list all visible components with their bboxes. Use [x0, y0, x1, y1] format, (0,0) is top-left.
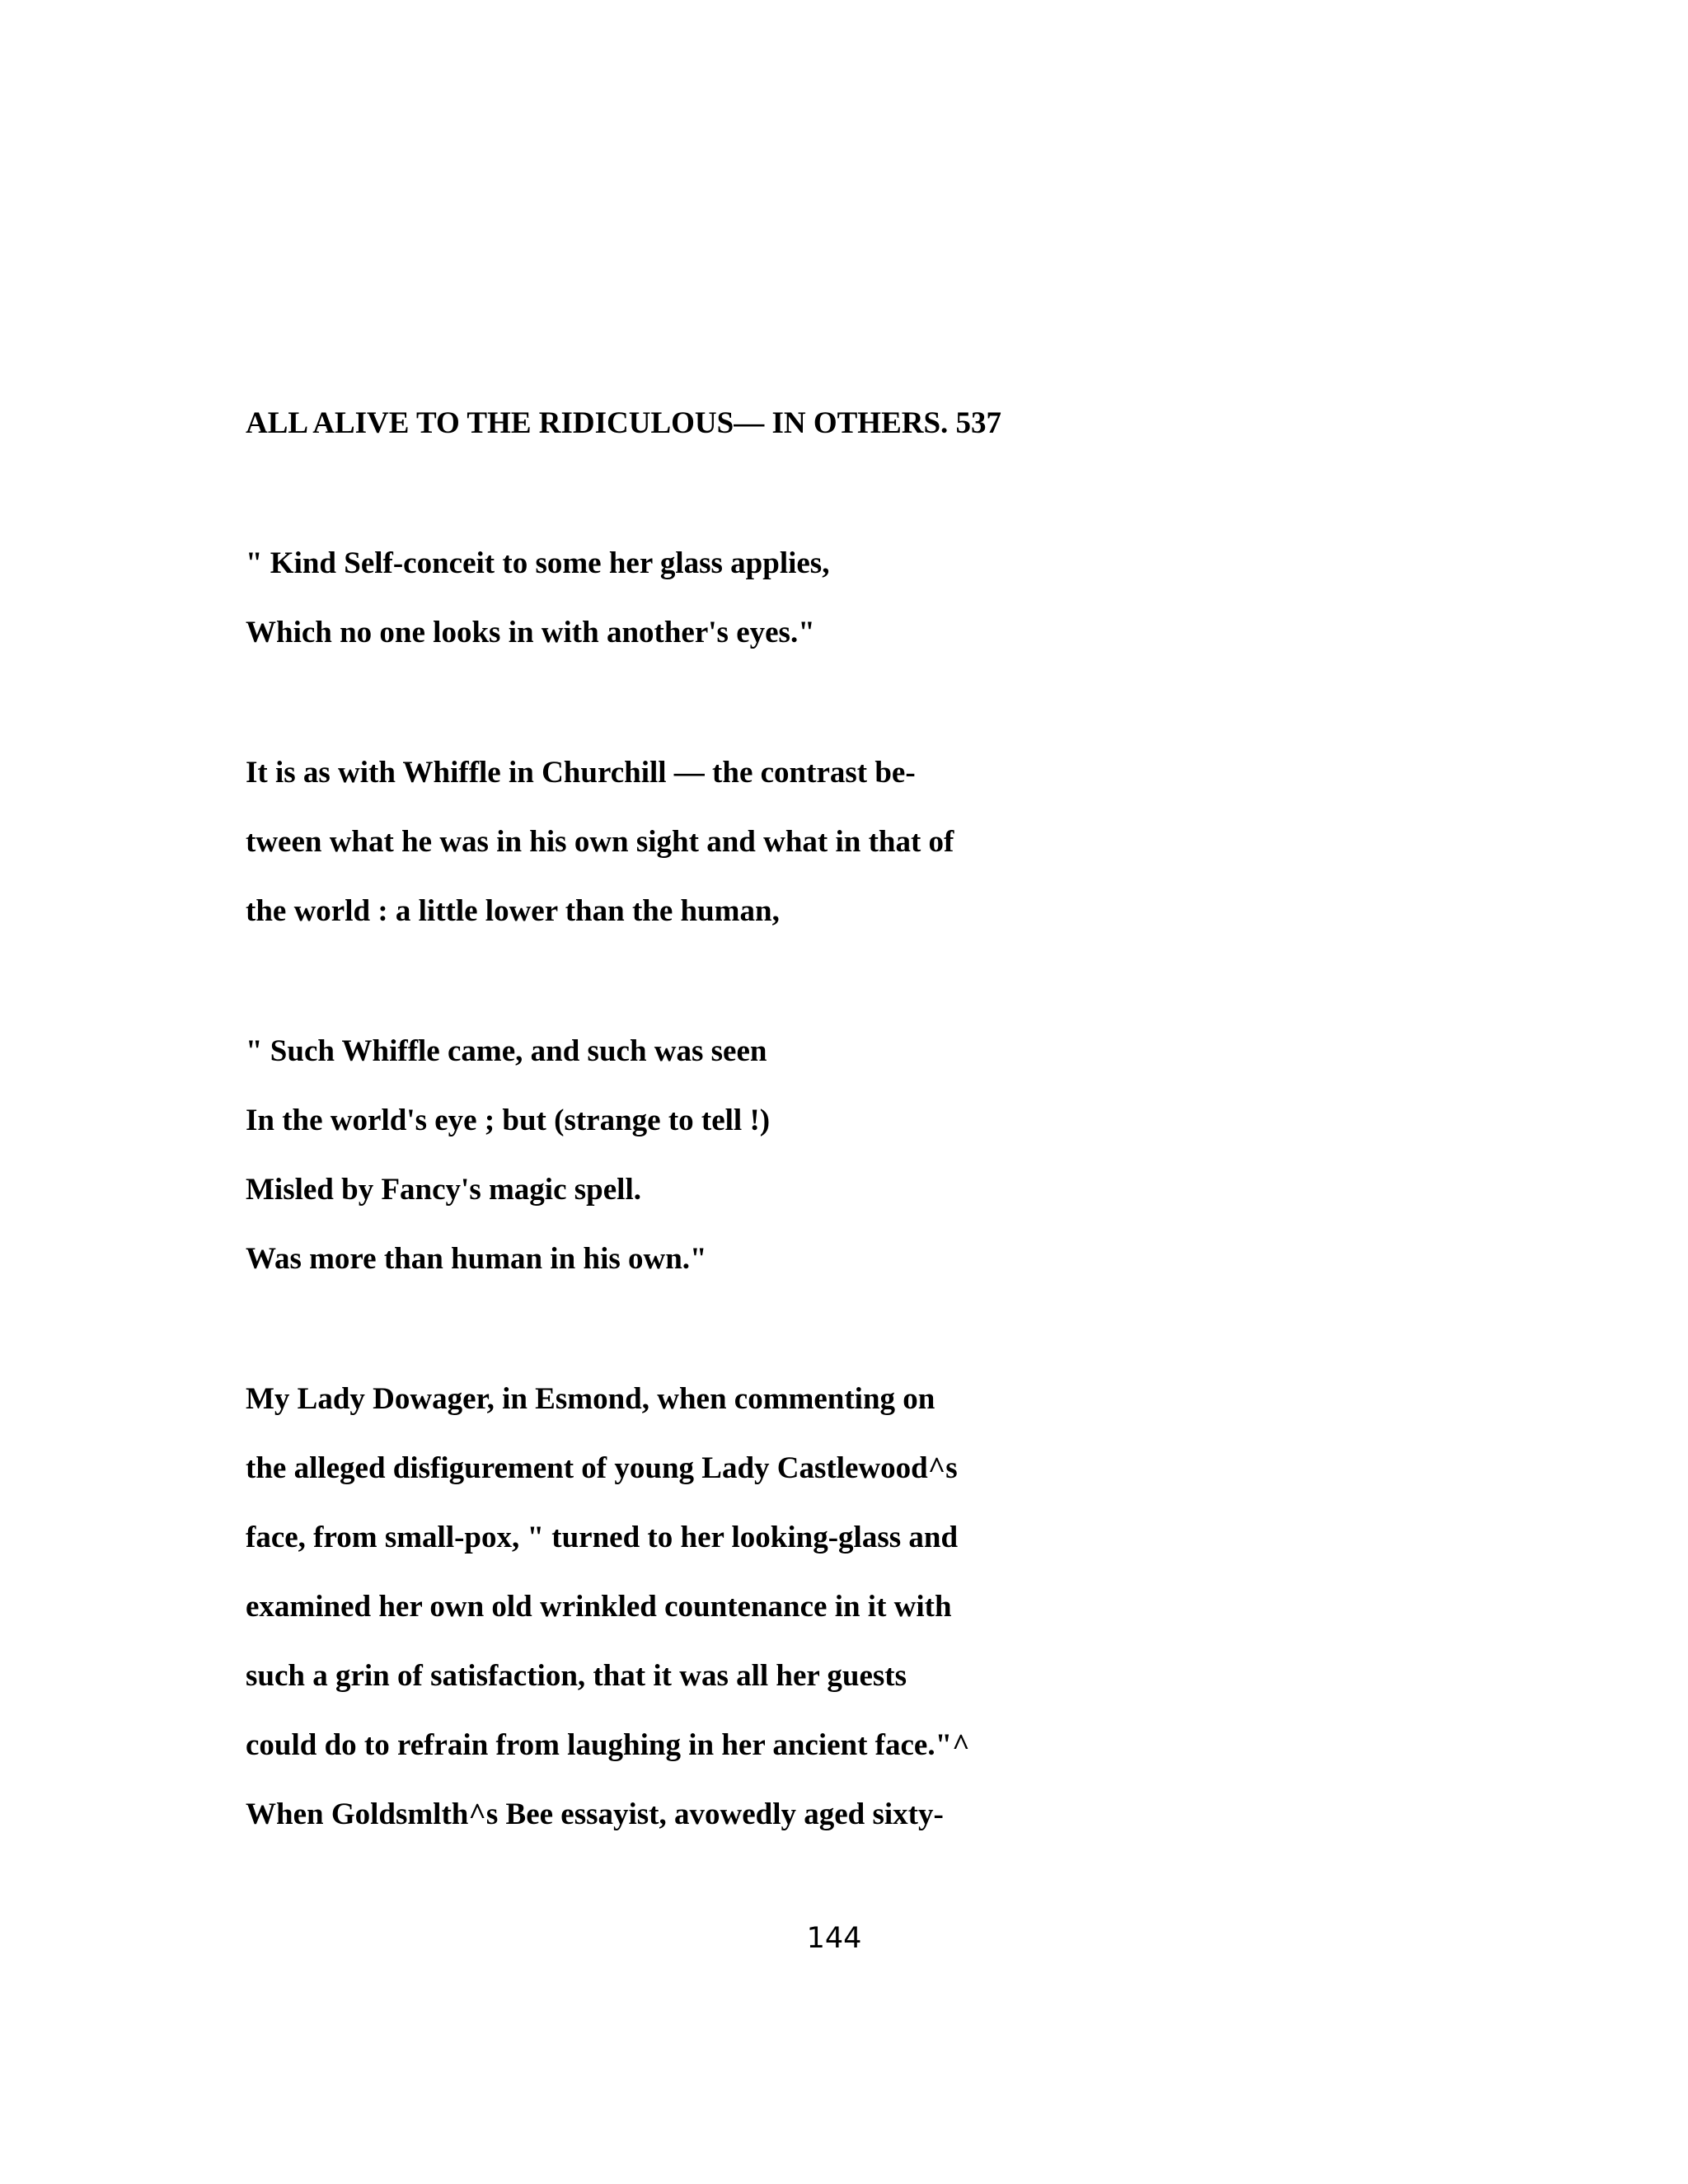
page-number: 144	[806, 1922, 862, 1955]
paragraph-line: It is as with Whiffle in Churchill — the contrast be-	[246, 756, 916, 790]
paragraph-line: the world : a little lower than the human,	[246, 894, 780, 928]
verse-line: Misled by Fancy's magic spell.	[246, 1173, 641, 1207]
paragraph-line: such a grin of satisfaction, that it was all her guests	[246, 1659, 907, 1693]
paragraph-line: tween what he was in his own sight and what in that of	[246, 825, 954, 859]
verse-line: " Kind Self-conceit to some her glass applies,	[246, 546, 830, 580]
verse-line: Was more than human in his own."	[246, 1242, 707, 1276]
verse-line: " Such Whiffle came, and such was seen	[246, 1034, 767, 1068]
verse-line: Which no one looks in with another's eyes."	[246, 616, 815, 649]
paragraph-line: the alleged disfigurement of young Lady Castlewood^s	[246, 1451, 958, 1485]
paragraph-line: My Lady Dowager, in Esmond, when commenting on	[246, 1382, 935, 1416]
paragraph-line: When Goldsmlth^s Bee essayist, avowedly aged sixty-	[246, 1797, 944, 1831]
paragraph-line: examined her own old wrinkled countenance in it with	[246, 1590, 952, 1624]
running-title: ALL ALIVE TO THE RIDICULOUS— IN OTHERS. 537	[246, 406, 1002, 440]
paragraph-line: could do to refrain from laughing in her ancient face."^	[246, 1728, 970, 1762]
verse-line: In the world's eye ; but (strange to tell !)	[246, 1104, 771, 1137]
paragraph-line: face, from small-pox, " turned to her looking-glass and	[246, 1521, 959, 1554]
